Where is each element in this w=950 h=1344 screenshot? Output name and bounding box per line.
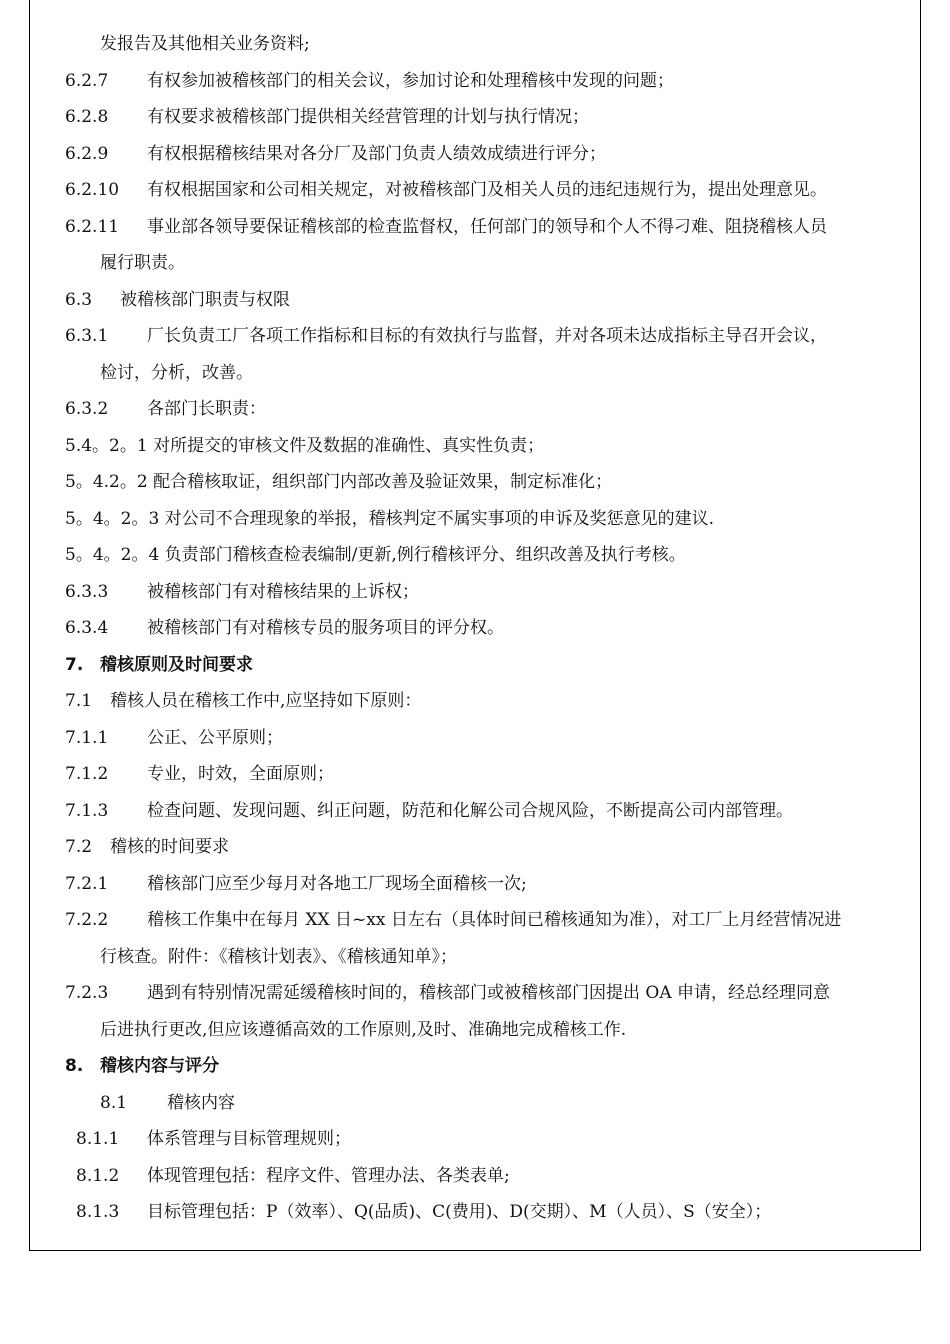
clause-number: 6.3.3 [65, 581, 109, 602]
clause-text: 5。4。2。4 负责部门稽核查检表编制/更新,例行稽核评分、组织改善及执行考核。 [65, 545, 686, 565]
clause-text: 事业部各领导要保证稽核部的检查监督权，任何部门的领导和个人不得刁难、阻挠稽核人员 [147, 216, 827, 237]
document-line [0, 428, 950, 465]
document-line [0, 209, 950, 246]
clause-number: 7.2 [65, 837, 93, 857]
clause-text: 被稽核部门有对稽核专员的服务项目的评分权。 [147, 618, 504, 638]
clause-text: 遇到有特别情况需延缓稽核时间的，稽核部门或被稽核部门因提出 OA 申请，经总经理同意 [147, 983, 831, 1003]
document-line [0, 537, 950, 574]
document-line [0, 1048, 950, 1085]
clause-text: 稽核人员在稽核工作中,应坚持如下原则： [110, 691, 422, 711]
document-line [0, 902, 950, 939]
clause-text: 履行职责。 [100, 253, 185, 273]
clause-number: 7.1.1 [65, 727, 109, 748]
document-line [0, 1194, 950, 1231]
clause-text: 有权根据稽核结果对各分厂及部门负责人绩效成绩进行评分； [147, 143, 606, 164]
clause-number: 6.2.7 [65, 70, 109, 91]
document-line [0, 99, 950, 136]
document-line [0, 720, 950, 757]
clause-text: 厂长负责工厂各项工作指标和目标的有效执行与监督，并对各项未达成指标主导召开会议， [147, 326, 827, 346]
document-line [0, 172, 950, 209]
document-body [0, 26, 950, 1231]
document-line [0, 1085, 950, 1122]
document-line [0, 501, 950, 538]
clause-text: 行核查。附件：《稽核计划表》、《稽核通知单》； [100, 946, 457, 967]
document-line [0, 391, 950, 428]
clause-number: 6.3.2 [65, 399, 109, 419]
clause-text: 5.4。2。1 对所提交的审核文件及数据的准确性、真实性负责； [65, 435, 545, 456]
clause-text: 有权参加被稽核部门的相关会议，参加讨论和处理稽核中发现的问题； [147, 70, 674, 91]
document-line [0, 282, 950, 319]
document-line [0, 866, 950, 903]
clause-text: 体系管理与目标管理规则； [147, 1129, 351, 1149]
clause-number: 6.2.11 [65, 216, 120, 237]
clause-number: 7.1.2 [65, 764, 109, 784]
clause-number: 8.1.3 [76, 1202, 120, 1222]
clause-text: 后进执行更改,但应该遵循高效的工作原则,及时、准确地完成稽核工作. [100, 1019, 627, 1040]
clause-number: 6.2.8 [65, 107, 109, 127]
document-line [0, 464, 950, 501]
document-line [0, 939, 950, 976]
clause-text: 专业，时效，全面原则； [147, 764, 334, 784]
document-line [0, 683, 950, 720]
clause-text: 被稽核部门职责与权限 [120, 289, 290, 310]
document-line [0, 574, 950, 611]
clause-text: 有权要求被稽核部门提供相关经营管理的计划与执行情况； [147, 107, 589, 127]
clause-number: 7.2.1 [65, 873, 109, 894]
document-line [0, 26, 950, 63]
clause-text: 被稽核部门有对稽核结果的上诉权； [147, 581, 419, 602]
clause-number: 7.2.3 [65, 983, 109, 1003]
clause-number: 7.2.2 [65, 910, 109, 930]
section-heading: 稽核内容与评分 [100, 1056, 219, 1076]
clause-number: 7.1.3 [65, 800, 109, 821]
document-line [0, 63, 950, 100]
document-line [0, 647, 950, 684]
clause-number: 8.1.1 [76, 1129, 120, 1149]
document-line [0, 975, 950, 1012]
clause-text: 公正、公平原则； [147, 727, 283, 748]
document-line [0, 136, 950, 173]
clause-text: 5。4。2。3 对公司不合理现象的举报，稽核判定不属实事项的申诉及奖惩意见的建议. [65, 508, 715, 529]
clause-number: 6.3.1 [65, 326, 109, 346]
clause-number: 8.1.2 [76, 1165, 120, 1186]
clause-text: 体现管理包括：程序文件、管理办法、各类表单; [147, 1165, 510, 1186]
clause-text: 目标管理包括：P（效率）、Q(品质)、C(费用)、D(交期）、M（人员）、S（安全）； [147, 1202, 772, 1222]
document-line [0, 829, 950, 866]
document-line [0, 1121, 950, 1158]
clause-text: 发报告及其他相关业务资料; [100, 34, 310, 54]
document-line [0, 793, 950, 830]
clause-number: 7. [65, 654, 84, 675]
document-line [0, 355, 950, 392]
document-line [0, 1012, 950, 1049]
section-heading: 稽核原则及时间要求 [100, 654, 253, 675]
clause-text: 稽核的时间要求 [110, 837, 229, 857]
clause-text: 有权根据国家和公司相关规定，对被稽核部门及相关人员的违纪违规行为，提出处理意见。 [147, 180, 827, 200]
document-line [0, 756, 950, 793]
clause-number: 6.2.9 [65, 143, 109, 164]
clause-number: 7.1 [65, 691, 93, 711]
clause-text: 检查问题、发现问题、纠正问题，防范和化解公司合规风险，不断提高公司内部管理。 [147, 800, 793, 821]
document-line [0, 1158, 950, 1195]
clause-number: 6.2.10 [65, 180, 120, 200]
clause-text: 稽核内容 [167, 1092, 235, 1113]
clause-number: 8. [65, 1056, 84, 1076]
clause-text: 各部门长职责： [147, 399, 266, 419]
document-line [0, 610, 950, 647]
clause-text: 稽核部门应至少每月对各地工厂现场全面稽核一次; [147, 873, 527, 894]
document-line [0, 245, 950, 282]
document-line [0, 318, 950, 355]
clause-number: 6.3 [65, 289, 93, 310]
clause-number: 6.3.4 [65, 618, 109, 638]
clause-text: 检讨，分析，改善。 [100, 362, 253, 383]
clause-number: 8.1 [100, 1092, 128, 1113]
clause-text: 5。4.2。2 配合稽核取证，组织部门内部改善及验证效果，制定标准化； [65, 472, 613, 492]
clause-text: 稽核工作集中在每月 XX 日~xx 日左右（具体时间已稽核通知为准），对工厂上月经营情况进 [147, 910, 842, 930]
